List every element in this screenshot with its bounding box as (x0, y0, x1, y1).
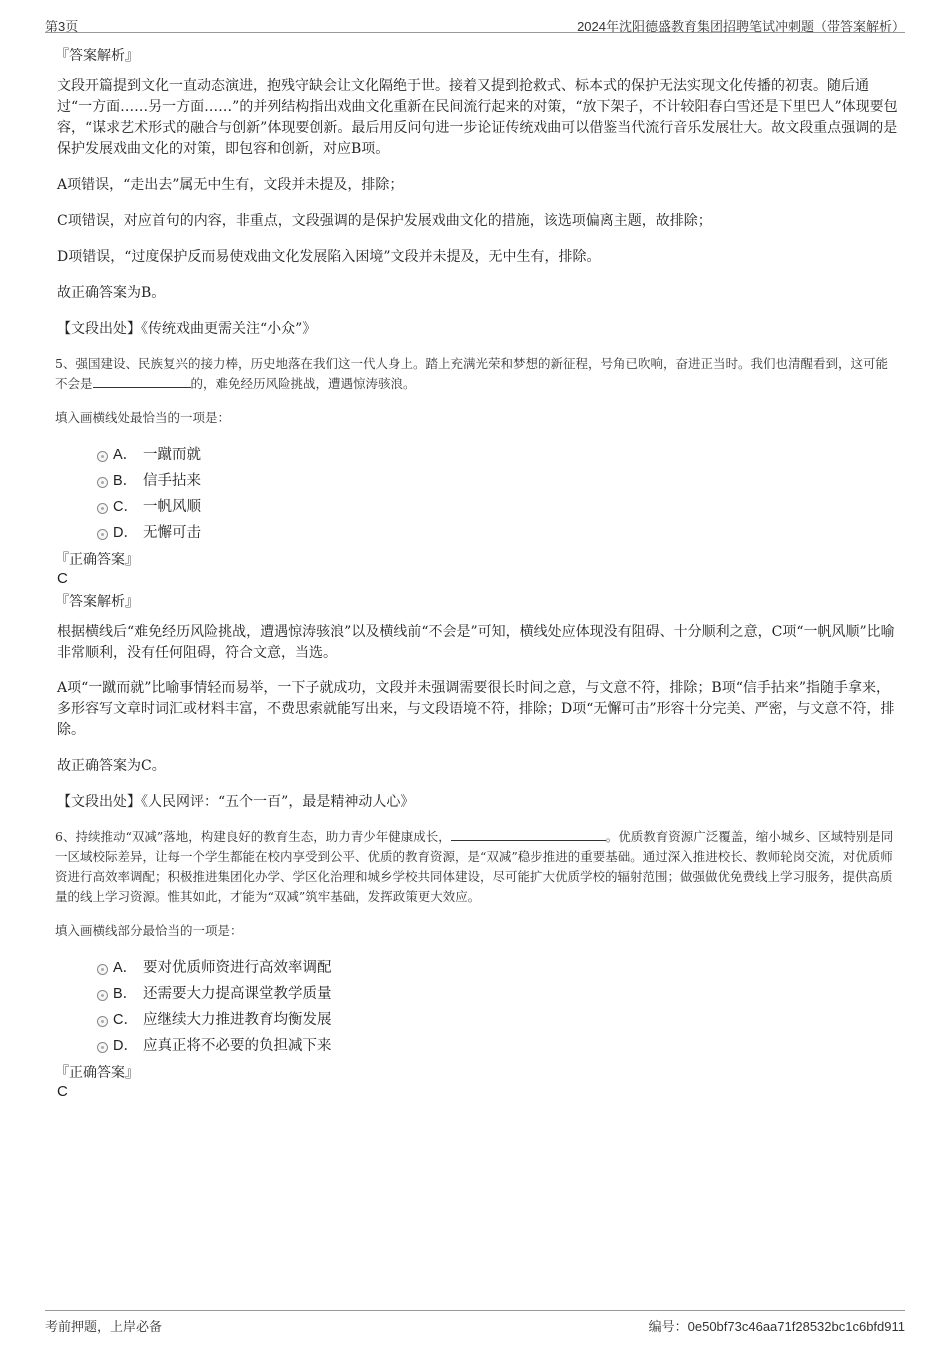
radio-button[interactable] (97, 529, 108, 540)
q5-blank (93, 374, 191, 388)
q4-source: 【文段出处】《传统戏曲更需关注“小众”》 (57, 321, 317, 337)
q5-analysis-paragraph: A项“一蹴而就”比喻事情轻而易举，一下子就成功，文段并未强调需要很长时间之意，与文意不符，排除；B项“信手拈来”指随手拿来，多形容写文章时词汇或材料丰富，不费思索就能写出来，与文段语境不符，排除；D项“无懈可击”形容十分完美、严密，与文意不符，排除。 (57, 680, 895, 738)
document-code-label: 编号： (648, 1319, 688, 1334)
q4-analysis-paragraph: 文段开篇提到文化一直动态演进，抱残守缺会让文化隔绝于世。接着又提到抢救式、标本式的保护无法实现文化传播的初衷。随后通过“一方面……另一方面……”的并列结构指出戏曲文化重新在民间流行起来的对策，“放下架子，不计较阳春白雪还是下里巴人”体现要包容，“谋求艺术形式的融合与创新”体现要创新。最后用反问句进一步论证传统戏曲可以借鉴当代流行音乐发展壮大。故文段重点强调的是保护发展戏曲文化的对策，即包容和创新，对应B项。 (57, 78, 898, 157)
q5-option-d[interactable]: D． 无懈可击 (55, 520, 900, 546)
q5-option-a[interactable]: A． 一蹴而就 (55, 442, 900, 468)
q5-option-b[interactable]: B． 信手拈来 (55, 468, 900, 494)
q4-analysis-paragraph: D项错误，“过度保护反而易使戏曲文化发展陷入困境”文段并未提及，无中生有，排除。 (57, 249, 601, 265)
page-number: 第3页 (45, 19, 79, 34)
page-content (55, 44, 900, 1101)
q6-text-before: 6、持续推动“双减”落地，构建良好的教育生态，助力青少年健康成长， (55, 829, 451, 844)
footer-slogan: 考前押题，上岸必备 (45, 1320, 163, 1335)
q6-options (55, 955, 900, 1059)
q6-answer-label: 『正确答案』 (55, 1065, 139, 1081)
radio-button[interactable] (97, 1042, 108, 1053)
q4-analysis-paragraph: A项错误，“走出去”属无中生有，文段并未提及，排除； (57, 177, 404, 193)
q5-conclusion: 故正确答案为C。 (57, 758, 166, 774)
radio-button[interactable] (97, 451, 108, 462)
q5-source: 【文段出处】《人民网评：“五个一百”，最是精神动人心》 (57, 794, 415, 810)
q5-analysis-label: 『答案解析』 (55, 594, 139, 610)
q6-option-a[interactable]: A． 要对优质师资进行高效率调配 (55, 955, 900, 981)
radio-button[interactable] (97, 990, 108, 1001)
document-code-value: 0e50bf73c46aa71f28532bc1c6bfd911 (687, 1319, 905, 1334)
radio-button[interactable] (97, 964, 108, 975)
q4-analysis-paragraph: C项错误，对应首句的内容，非重点，文段强调的是保护发展戏曲文化的措施，该选项偏离主题，故排除； (57, 213, 712, 229)
q5-answer: C (57, 570, 68, 587)
q6-blank (451, 827, 606, 841)
q5-answer-label: 『正确答案』 (55, 552, 139, 568)
radio-button[interactable] (97, 503, 108, 514)
page-header (45, 12, 905, 33)
q6-text-after: 。优质教育资源广泛覆盖，缩小城乡、区域特别是同一区域校际差异，让每一个学生都能在校内享受到公平、优质的教育资源，是“双减”稳步推进的重要基础。通过深入推进校长、教师轮岗交流，对优质师资进行高效率调配；积极推进集团化办学、学区化治理和城乡学校共同体建设，尽可能扩大优质学校的辐射范围；做强做优免费线上学习服务，提供高质量的线上学习资源。惟其如此，才能为“双减”筑牢基础，发挥政策更大效应。 (55, 829, 894, 904)
q5-question (55, 354, 900, 394)
q6-prompt: 填入画横线部分最恰当的一项是： (55, 923, 243, 938)
q5-text-after: 的，难免经历风险挑战，遭遇惊涛骇浪。 (190, 376, 416, 391)
radio-button[interactable] (97, 1016, 108, 1027)
q4-analysis-label: 『答案解析』 (55, 48, 139, 64)
q6-question (55, 827, 900, 907)
document-title: 2024年沈阳德盛教育集团招聘笔试冲刺题（带答案解析） (577, 19, 905, 34)
q5-analysis-paragraph: 根据横线后“难免经历风险挑战，遭遇惊涛骇浪”以及横线前“不会是”可知，横线处应体现没有阻碍、十分顺利之意，C项“一帆风顺”比喻非常顺利，没有任何阻碍，符合文意，当选。 (57, 624, 895, 661)
q5-text-before: 5、强国建设、民族复兴的接力棒，历史地落在我们这一代人身上。踏上充满光荣和梦想的新征程，号角已吹响，奋进正当时。我们也清醒看到，这可能不会是 (55, 356, 888, 391)
q5-prompt: 填入画横线处最恰当的一项是： (55, 410, 231, 425)
q6-answer: C (57, 1083, 68, 1100)
page-footer (45, 1310, 905, 1335)
radio-button[interactable] (97, 477, 108, 488)
q6-option-d[interactable]: D． 应真正将不必要的负担减下来 (55, 1033, 900, 1059)
q5-options (55, 442, 900, 546)
document-code (649, 1316, 905, 1335)
q4-conclusion: 故正确答案为B。 (57, 285, 166, 301)
q6-option-b[interactable]: B． 还需要大力提高课堂教学质量 (55, 981, 900, 1007)
q5-option-c[interactable]: C． 一帆风顺 (55, 494, 900, 520)
q6-option-c[interactable]: C． 应继续大力推进教育均衡发展 (55, 1007, 900, 1033)
